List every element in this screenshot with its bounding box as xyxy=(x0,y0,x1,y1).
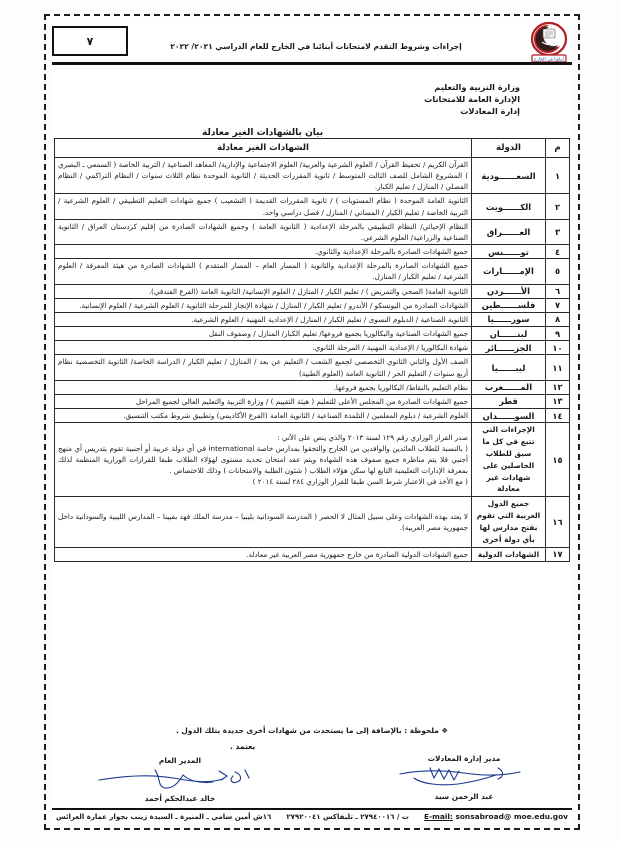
row-number: ٤ xyxy=(546,245,570,259)
row-number: ١ xyxy=(546,158,570,194)
svg-text:أبناؤنا في الخارج: أبناؤنا في الخارج xyxy=(533,57,565,63)
row-number: ٢ xyxy=(546,194,570,219)
header-title: إجراءات وشروط التقدم لامتحانات أبنائنا في الخارج للعام الدراسي ٢٠٢١/ ٢٠٢٢ xyxy=(170,42,462,51)
table-row-special xyxy=(55,547,570,562)
footer-phone: ت / ٢٧٩٤٠٠١٦ ـ تليفاكس ٢٧٩٢٠٠٤١ xyxy=(286,812,409,821)
signature-name-director-general: خالد عبدالحكم أحمد xyxy=(144,794,216,803)
row-country: لبنــــــان xyxy=(472,327,546,341)
page-number: ٧ xyxy=(86,34,94,48)
row-certificates: جميع الشهادات الصادرة بالمرحلة الإعدادية والثانوي. xyxy=(55,245,472,259)
row-country: فلســــــطين xyxy=(472,298,546,312)
row-number: ١٢ xyxy=(546,380,570,394)
row-number: ٣ xyxy=(546,219,570,244)
row-number: ١٧ xyxy=(546,547,570,562)
signature-director-general xyxy=(80,756,280,803)
footer-email-value: sonsabroad@ moe.edu.gov xyxy=(455,812,568,821)
row-number: ٥ xyxy=(546,259,570,284)
table-row xyxy=(55,408,570,422)
footer-address: ١٦ش أمين سامي ـ المنيرة ـ السيدة زينب بجوار عمارة العرائس xyxy=(56,812,272,821)
table-row xyxy=(55,312,570,326)
th-country: الدولة xyxy=(472,139,546,158)
row-number: ١٠ xyxy=(546,341,570,355)
row-certificates: جميع الشهادات الصادرة من المجلس الأعلى للتعليم ( هيئة التقييم ) / وزارة التربية والتعليم العالي لجميع المراحل xyxy=(55,394,472,408)
table-row xyxy=(55,158,570,194)
table-row xyxy=(55,194,570,219)
row-body xyxy=(55,547,472,562)
page-number-box xyxy=(52,26,128,56)
signature-role-director-general: المدير العام xyxy=(158,756,202,765)
table-row-special xyxy=(55,423,570,497)
row-certificates: الثانوية الصناعية / الدبلوم النسوى / تعليم الكبار / المنازل / الإعدادية المهنية / العلوم الشرعية. xyxy=(55,312,472,326)
row-country: الكــــــويت xyxy=(472,194,546,219)
row-category-label: الشهادات الدولية xyxy=(472,547,546,562)
row-country: العــــــراق xyxy=(472,219,546,244)
row-certificates: القرآن الكريم / تحفيظ القرآن / العلوم الشرعية والعربية/ العلوم الاجتماعية والإدارية/ المعاهد الصناعية / التربية الخاصة ( السمعي ـ البصري ) المشروع الشامل للصف الثالث المتوسط / ثانوية المقررات الحديثة / الثانوية الموحدة نظام الثلاث سنوات / النظام التراكمي / النظام الفصلي / المنازل / تعليم الكبار. xyxy=(55,158,472,194)
row-number: ١٦ xyxy=(546,497,570,547)
row-number: ١٥ xyxy=(546,423,570,497)
ministry-line-1: وزارة التربية والتعليم xyxy=(434,82,520,92)
row-country: سورــــــيا xyxy=(472,312,546,326)
row-body-line: جميع الشهادات الدولية الصادرة من خارج جمهورية مصر العربية غير معادلة. xyxy=(246,549,468,559)
handwritten-signature-equivalency-manager xyxy=(374,764,554,790)
table-row xyxy=(55,245,570,259)
th-certs: الشهادات الغير معادلة xyxy=(55,139,472,158)
table-row xyxy=(55,341,570,355)
row-number: ٧ xyxy=(546,298,570,312)
signature-area xyxy=(52,742,572,812)
row-certificates: نظام التعليم بالنقاط/ البكالوريا بجميع فروعها. xyxy=(55,380,472,394)
footer-email xyxy=(424,812,568,821)
footnote xyxy=(54,726,570,735)
row-certificates: جميع الشهادات الصادرة بالمرحلة الإعدادية والثانوية ( المسار العام – المسار المتقدم ) الشهادات الصادرة من هيئة المعرفة / العلوم الشرعية / تعليم الكبار / المنازل. xyxy=(55,259,472,284)
footer-email-label: E-mail: xyxy=(424,812,453,821)
certificates-table xyxy=(54,138,570,562)
ministry-block xyxy=(52,82,572,118)
egypt-ministry-of-education-emblem-icon xyxy=(526,20,572,64)
row-country: توــــــنس xyxy=(472,245,546,259)
row-certificates: الشهادات الصادرة من اليونسكو / الأندرو / تعليم الكبار / المنازل / شهادة الإنجاز للمرحلة الثانوية / العلوم الشرعية / العلوم الإنسانية. xyxy=(55,298,472,312)
row-number: ٩ xyxy=(546,327,570,341)
row-body-line: ( بالنسبة للطلاب العائدين والوافدين من الخارج والتحقوا بمدارس خاصة international في أي دولة عربية أو أجنبية تقوم بتدريس أي منهج أجنبي فلا يتم مناظرة جميع صفوف هذه الشهادة ويتم عقد امتحان تحديد مستوى لهؤلاء الطلاب طبقا للقرارات الوزارية المنظمة لذلك بمعرفة الإدارات التعليمية التابع لها سكن هؤلاء الطلاب ( شئون الطلبة والامتحانات ) وذلك للاختصاص . xyxy=(58,443,468,476)
th-num: م xyxy=(546,139,570,158)
row-certificates: الثانوية العامة( الصحي والتمريض ) / تعليم الكبار / المنازل / العلوم الإنسانية/ الثانوية العامة (الفرع الفندقي). xyxy=(55,284,472,298)
row-number: ٨ xyxy=(546,312,570,326)
document-sheet xyxy=(52,20,572,824)
footnote-text: ملحوظة : بالإضافة إلى ما يستحدث من شهادات أخرى جديدة بتلك الدول . xyxy=(175,726,439,735)
row-body-line: ( مع الأخذ في الاعتبار شرط السن طبقا للقرار الوزاري ٢٨٤ لسنة ٢٠١٤ ) xyxy=(252,477,468,487)
table-row xyxy=(55,298,570,312)
row-country: ليبــــــيا xyxy=(472,355,546,380)
ministry-line-3: إدارة المعادلات xyxy=(460,105,520,116)
row-body xyxy=(55,497,472,547)
header-divider xyxy=(52,62,572,65)
row-certificates: شهادة البكالوريا / الإعدادية المهنية / المرحلة الثانوي. xyxy=(55,341,472,355)
row-certificates: الصف الأول والثاني الثانوي التخصصي لجميع الشعب / التعليم عن بعد / المنازل / تعليم الكبار / الدراسة الخاصة/ الثانوية التخصصية نظام أربع سنوات / التعليم الحر / الثانوية العامة (العلوم الطبية) xyxy=(55,355,472,380)
row-body-line: صدر القرار الوزاري رقم ١٢٩ لسنة ٢٠١٣ والذي ينص على الآتي : xyxy=(277,432,468,442)
statement-title: بيان بالشهادات الغير معادلة xyxy=(202,128,324,138)
row-certificates: النظام الإحيائي/ النظام التطبيقي بالمرحلة الإعدادية ( الثانوية العامة ) وجميع الشهادات الصادرة من إقليم كردستان العراق / الثانوية الصناعية والزراعية/ العلوم الشرعي. xyxy=(55,219,472,244)
document-footer xyxy=(52,812,572,821)
signature-role-equivalency-manager: مدير إدارة المعادلات xyxy=(427,754,501,763)
diamond-bullet-icon: ❖ xyxy=(441,726,449,735)
row-country: السوــــــدان xyxy=(472,408,546,422)
row-number: ١٣ xyxy=(546,394,570,408)
approval-word: يعتمد . xyxy=(230,742,256,751)
document-header xyxy=(52,20,572,68)
row-number: ١١ xyxy=(546,355,570,380)
handwritten-signature-director-general xyxy=(80,766,280,792)
table-row xyxy=(55,327,570,341)
row-country: الجزــــــائر xyxy=(472,341,546,355)
table-row xyxy=(55,380,570,394)
row-country: قطر xyxy=(472,394,546,408)
row-certificates: الثانوية العامة الموحدة ( نظام المستويات ) / ثانوية المقررات القديمة ( التشعيب ) جميع شهادات التعليم التطبيقي / العلوم الشرعية / التربية الخاصة / تعليم الكبار / المساني / المنازل / فصل دراسي واحد. xyxy=(55,194,472,219)
row-country: المــــــغرب xyxy=(472,380,546,394)
table-row xyxy=(55,394,570,408)
row-category-label: جميع الدول العربية التي تقوم بفتح مدارس لها بأي دولة أخرى xyxy=(472,497,546,547)
table-row xyxy=(55,355,570,380)
row-body-line: لا يعتد بهذه الشهادات وعلى سبيل المثال لا الحصر ( المدرسة السودانية بليبيا – مدرسة الملك فهد بفيينا – المدارس الليبية والسودانية داخل جمهورية مصر العربية). xyxy=(58,511,468,532)
row-country: السعــــــودية xyxy=(472,158,546,194)
row-certificates: العلوم الشرعية / دبلوم المعلمين / التلمذة الصناعية / الثانوية العامة (الفرع الأكاديمي) وتطبيق شروط مكتب التنسيق. xyxy=(55,408,472,422)
row-country: الإمــــــارات xyxy=(472,259,546,284)
row-number: ٦ xyxy=(546,284,570,298)
table-header-row xyxy=(55,139,570,158)
signature-equivalency-manager xyxy=(374,754,554,801)
signature-name-equivalency-manager: عبد الرحمن سيد xyxy=(434,792,494,801)
table-row-special xyxy=(55,497,570,547)
row-body xyxy=(55,423,472,497)
table-body xyxy=(55,158,570,562)
row-country: الأــــــردن xyxy=(472,284,546,298)
footer-divider xyxy=(52,808,572,810)
row-category-label: الإجراءات التي تتبع في كل ما سبق للطلاب الحاصلين على شهادات غير معادلة xyxy=(472,423,546,497)
row-certificates: جميع الشهادات الصناعية والبكالوريا بجميع فروعها/ تعليم الكبار/ المنازل / وصفوف النقل xyxy=(55,327,472,341)
table-row xyxy=(55,259,570,284)
table-row xyxy=(55,284,570,298)
ministry-line-2: الإدارة العامة للامتحانات xyxy=(424,93,520,104)
table-row xyxy=(55,219,570,244)
row-number: ١٤ xyxy=(546,408,570,422)
